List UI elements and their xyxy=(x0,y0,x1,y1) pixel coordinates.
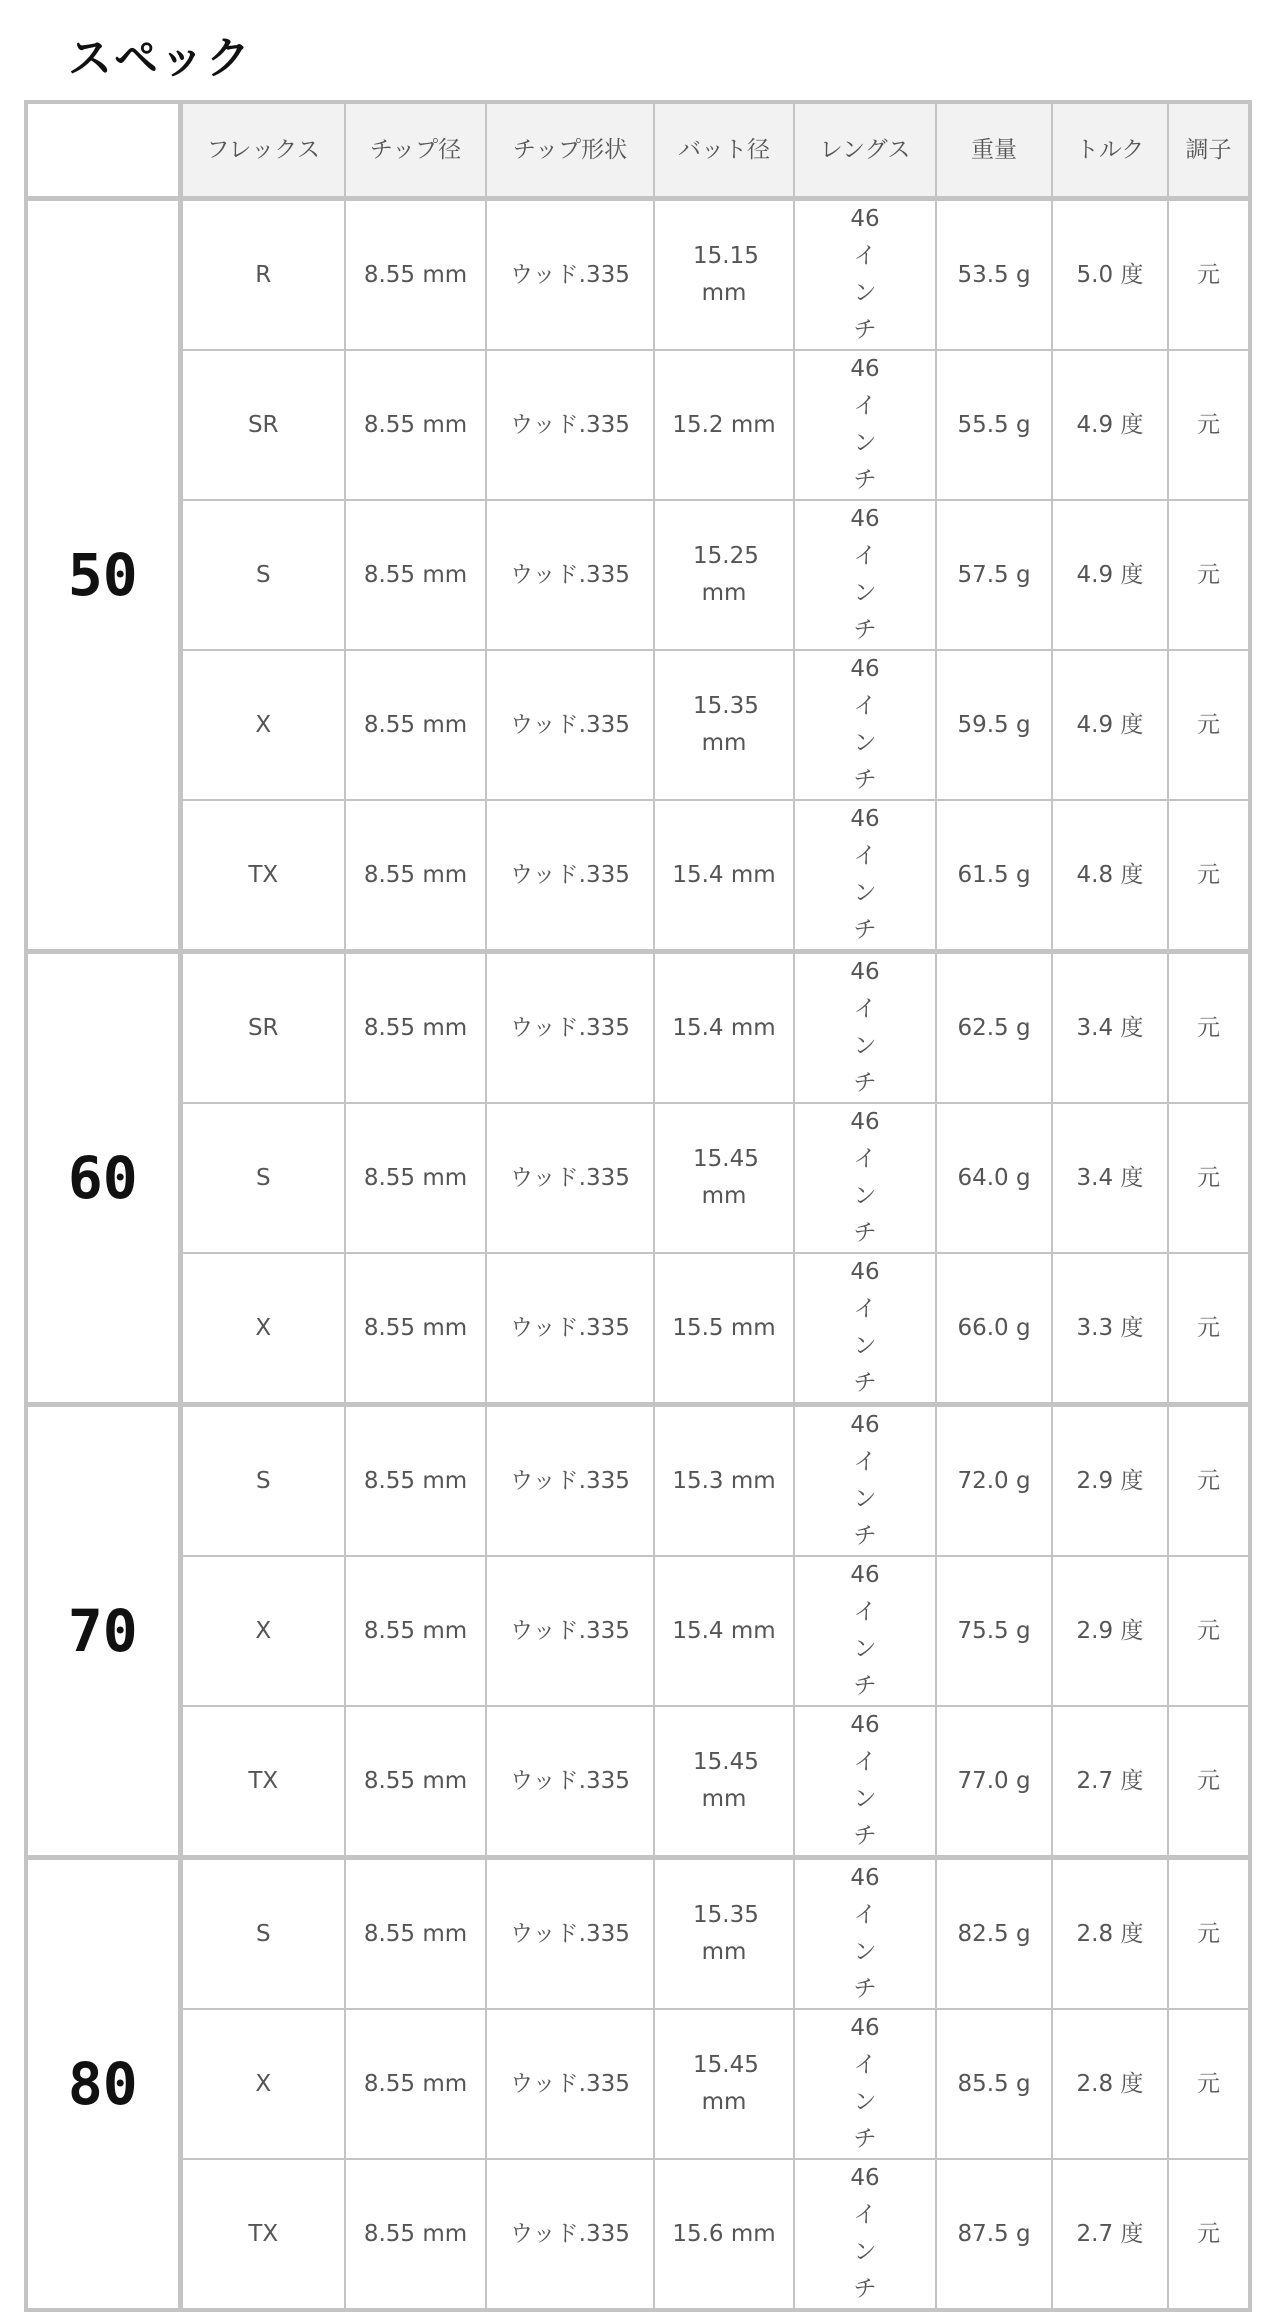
cell-flex: X xyxy=(180,2009,345,2159)
table-body xyxy=(26,199,1250,2311)
cell-flex: SR xyxy=(180,952,345,1104)
cell-weight: 53.5 g xyxy=(936,199,1052,351)
cell-tip-shape: ウッド.335 xyxy=(486,1556,654,1706)
cell-torque: 4.9 度 xyxy=(1052,500,1168,650)
weight-class-label: 50 xyxy=(26,199,180,952)
cell-weight: 57.5 g xyxy=(936,500,1052,650)
table-row xyxy=(26,1253,1250,1405)
cell-weight: 72.0 g xyxy=(936,1405,1052,1557)
cell-weight: 77.0 g xyxy=(936,1706,1052,1858)
cell-kick-point: 元 xyxy=(1168,1706,1250,1858)
cell-weight: 61.5 g xyxy=(936,800,1052,952)
cell-kick-point: 元 xyxy=(1168,500,1250,650)
cell-tip-diameter: 8.55 mm xyxy=(345,952,486,1104)
cell-torque: 4.9 度 xyxy=(1052,350,1168,500)
cell-weight: 64.0 g xyxy=(936,1103,1052,1253)
cell-flex: TX xyxy=(180,1706,345,1858)
weight-class-label: 70 xyxy=(26,1405,180,1858)
cell-length: 46 インチ xyxy=(794,1103,936,1253)
cell-butt-diameter: 15.3 mm xyxy=(654,1405,794,1557)
header-weight: 重量 xyxy=(936,102,1052,199)
header-tip-diameter: チップ径 xyxy=(345,102,486,199)
cell-tip-shape: ウッド.335 xyxy=(486,1103,654,1253)
cell-tip-diameter: 8.55 mm xyxy=(345,650,486,800)
cell-tip-shape: ウッド.335 xyxy=(486,2159,654,2310)
cell-tip-diameter: 8.55 mm xyxy=(345,800,486,952)
cell-flex: X xyxy=(180,1253,345,1405)
cell-tip-diameter: 8.55 mm xyxy=(345,2009,486,2159)
cell-length: 46 インチ xyxy=(794,1858,936,2010)
cell-weight: 85.5 g xyxy=(936,2009,1052,2159)
cell-butt-diameter: 15.35 mm xyxy=(654,650,794,800)
cell-tip-diameter: 8.55 mm xyxy=(345,1556,486,1706)
header-kick-point: 調子 xyxy=(1168,102,1250,199)
cell-tip-diameter: 8.55 mm xyxy=(345,1405,486,1557)
cell-weight: 82.5 g xyxy=(936,1858,1052,2010)
cell-butt-diameter: 15.2 mm xyxy=(654,350,794,500)
cell-tip-shape: ウッド.335 xyxy=(486,199,654,351)
header-tip-shape: チップ形状 xyxy=(486,102,654,199)
cell-tip-diameter: 8.55 mm xyxy=(345,199,486,351)
cell-length: 46 インチ xyxy=(794,952,936,1104)
cell-torque: 2.7 度 xyxy=(1052,1706,1168,1858)
cell-torque: 3.4 度 xyxy=(1052,1103,1168,1253)
cell-length: 46 インチ xyxy=(794,500,936,650)
cell-weight: 66.0 g xyxy=(936,1253,1052,1405)
cell-tip-diameter: 8.55 mm xyxy=(345,500,486,650)
cell-torque: 4.9 度 xyxy=(1052,650,1168,800)
cell-weight: 55.5 g xyxy=(936,350,1052,500)
cell-tip-shape: ウッド.335 xyxy=(486,1858,654,2010)
cell-torque: 5.0 度 xyxy=(1052,199,1168,351)
table-row xyxy=(26,800,1250,952)
cell-tip-shape: ウッド.335 xyxy=(486,350,654,500)
cell-tip-shape: ウッド.335 xyxy=(486,650,654,800)
cell-flex: S xyxy=(180,500,345,650)
cell-weight: 75.5 g xyxy=(936,1556,1052,1706)
cell-length: 46 インチ xyxy=(794,2009,936,2159)
weight-class-label: 80 xyxy=(26,1858,180,2311)
cell-length: 46 インチ xyxy=(794,350,936,500)
cell-flex: TX xyxy=(180,800,345,952)
cell-flex: X xyxy=(180,1556,345,1706)
cell-tip-shape: ウッド.335 xyxy=(486,800,654,952)
header-flex: フレックス xyxy=(180,102,345,199)
cell-length: 46 インチ xyxy=(794,800,936,952)
cell-kick-point: 元 xyxy=(1168,650,1250,800)
cell-kick-point: 元 xyxy=(1168,1858,1250,2010)
cell-flex: S xyxy=(180,1405,345,1557)
cell-flex: S xyxy=(180,1858,345,2010)
cell-tip-shape: ウッド.335 xyxy=(486,500,654,650)
cell-kick-point: 元 xyxy=(1168,1253,1250,1405)
cell-butt-diameter: 15.35 mm xyxy=(654,1858,794,2010)
table-row xyxy=(26,2159,1250,2310)
table-row xyxy=(26,500,1250,650)
cell-torque: 2.9 度 xyxy=(1052,1405,1168,1557)
table-row xyxy=(26,1706,1250,1858)
cell-weight: 62.5 g xyxy=(936,952,1052,1104)
cell-length: 46 インチ xyxy=(794,650,936,800)
cell-flex: TX xyxy=(180,2159,345,2310)
cell-tip-diameter: 8.55 mm xyxy=(345,2159,486,2310)
spec-table xyxy=(24,100,1252,2312)
cell-butt-diameter: 15.4 mm xyxy=(654,1556,794,1706)
cell-length: 46 インチ xyxy=(794,199,936,351)
cell-torque: 4.8 度 xyxy=(1052,800,1168,952)
table-row xyxy=(26,1103,1250,1253)
table-row xyxy=(26,2009,1250,2159)
cell-butt-diameter: 15.5 mm xyxy=(654,1253,794,1405)
cell-length: 46 インチ xyxy=(794,1706,936,1858)
header-row xyxy=(26,102,1250,199)
cell-torque: 2.7 度 xyxy=(1052,2159,1168,2310)
cell-weight: 59.5 g xyxy=(936,650,1052,800)
cell-butt-diameter: 15.45 mm xyxy=(654,2009,794,2159)
cell-kick-point: 元 xyxy=(1168,800,1250,952)
cell-torque: 2.8 度 xyxy=(1052,2009,1168,2159)
cell-kick-point: 元 xyxy=(1168,1405,1250,1557)
cell-tip-shape: ウッド.335 xyxy=(486,952,654,1104)
cell-torque: 3.4 度 xyxy=(1052,952,1168,1104)
cell-butt-diameter: 15.45 mm xyxy=(654,1103,794,1253)
cell-tip-diameter: 8.55 mm xyxy=(345,1706,486,1858)
cell-torque: 2.8 度 xyxy=(1052,1858,1168,2010)
cell-weight: 87.5 g xyxy=(936,2159,1052,2310)
cell-torque: 2.9 度 xyxy=(1052,1556,1168,1706)
header-butt-diameter: バット径 xyxy=(654,102,794,199)
cell-tip-shape: ウッド.335 xyxy=(486,1405,654,1557)
cell-length: 46 インチ xyxy=(794,1253,936,1405)
cell-kick-point: 元 xyxy=(1168,350,1250,500)
cell-kick-point: 元 xyxy=(1168,2159,1250,2310)
cell-kick-point: 元 xyxy=(1168,1103,1250,1253)
cell-length: 46 インチ xyxy=(794,1405,936,1557)
weight-class-label: 60 xyxy=(26,952,180,1405)
cell-flex: X xyxy=(180,650,345,800)
cell-flex: R xyxy=(180,199,345,351)
cell-flex: SR xyxy=(180,350,345,500)
table-row xyxy=(26,1556,1250,1706)
cell-length: 46 インチ xyxy=(794,1556,936,1706)
cell-tip-diameter: 8.55 mm xyxy=(345,1253,486,1405)
cell-kick-point: 元 xyxy=(1168,1556,1250,1706)
table-row xyxy=(26,650,1250,800)
corner-cell xyxy=(26,102,180,199)
cell-butt-diameter: 15.4 mm xyxy=(654,800,794,952)
page-title: スペック xyxy=(68,33,252,84)
table-row xyxy=(26,1405,1250,1557)
cell-tip-shape: ウッド.335 xyxy=(486,1706,654,1858)
cell-butt-diameter: 15.45 mm xyxy=(654,1706,794,1858)
cell-kick-point: 元 xyxy=(1168,199,1250,351)
table-row xyxy=(26,350,1250,500)
cell-kick-point: 元 xyxy=(1168,2009,1250,2159)
cell-torque: 3.3 度 xyxy=(1052,1253,1168,1405)
table-row xyxy=(26,1858,1250,2010)
cell-tip-diameter: 8.55 mm xyxy=(345,1858,486,2010)
cell-tip-shape: ウッド.335 xyxy=(486,1253,654,1405)
header-length: レングス xyxy=(794,102,936,199)
cell-butt-diameter: 15.4 mm xyxy=(654,952,794,1104)
table-row xyxy=(26,199,1250,351)
cell-butt-diameter: 15.25 mm xyxy=(654,500,794,650)
cell-butt-diameter: 15.6 mm xyxy=(654,2159,794,2310)
cell-flex: S xyxy=(180,1103,345,1253)
cell-butt-diameter: 15.15 mm xyxy=(654,199,794,351)
cell-tip-diameter: 8.55 mm xyxy=(345,1103,486,1253)
table-row xyxy=(26,952,1250,1104)
cell-tip-diameter: 8.55 mm xyxy=(345,350,486,500)
cell-kick-point: 元 xyxy=(1168,952,1250,1104)
header-torque: トルク xyxy=(1052,102,1168,199)
cell-tip-shape: ウッド.335 xyxy=(486,2009,654,2159)
cell-length: 46 インチ xyxy=(794,2159,936,2310)
